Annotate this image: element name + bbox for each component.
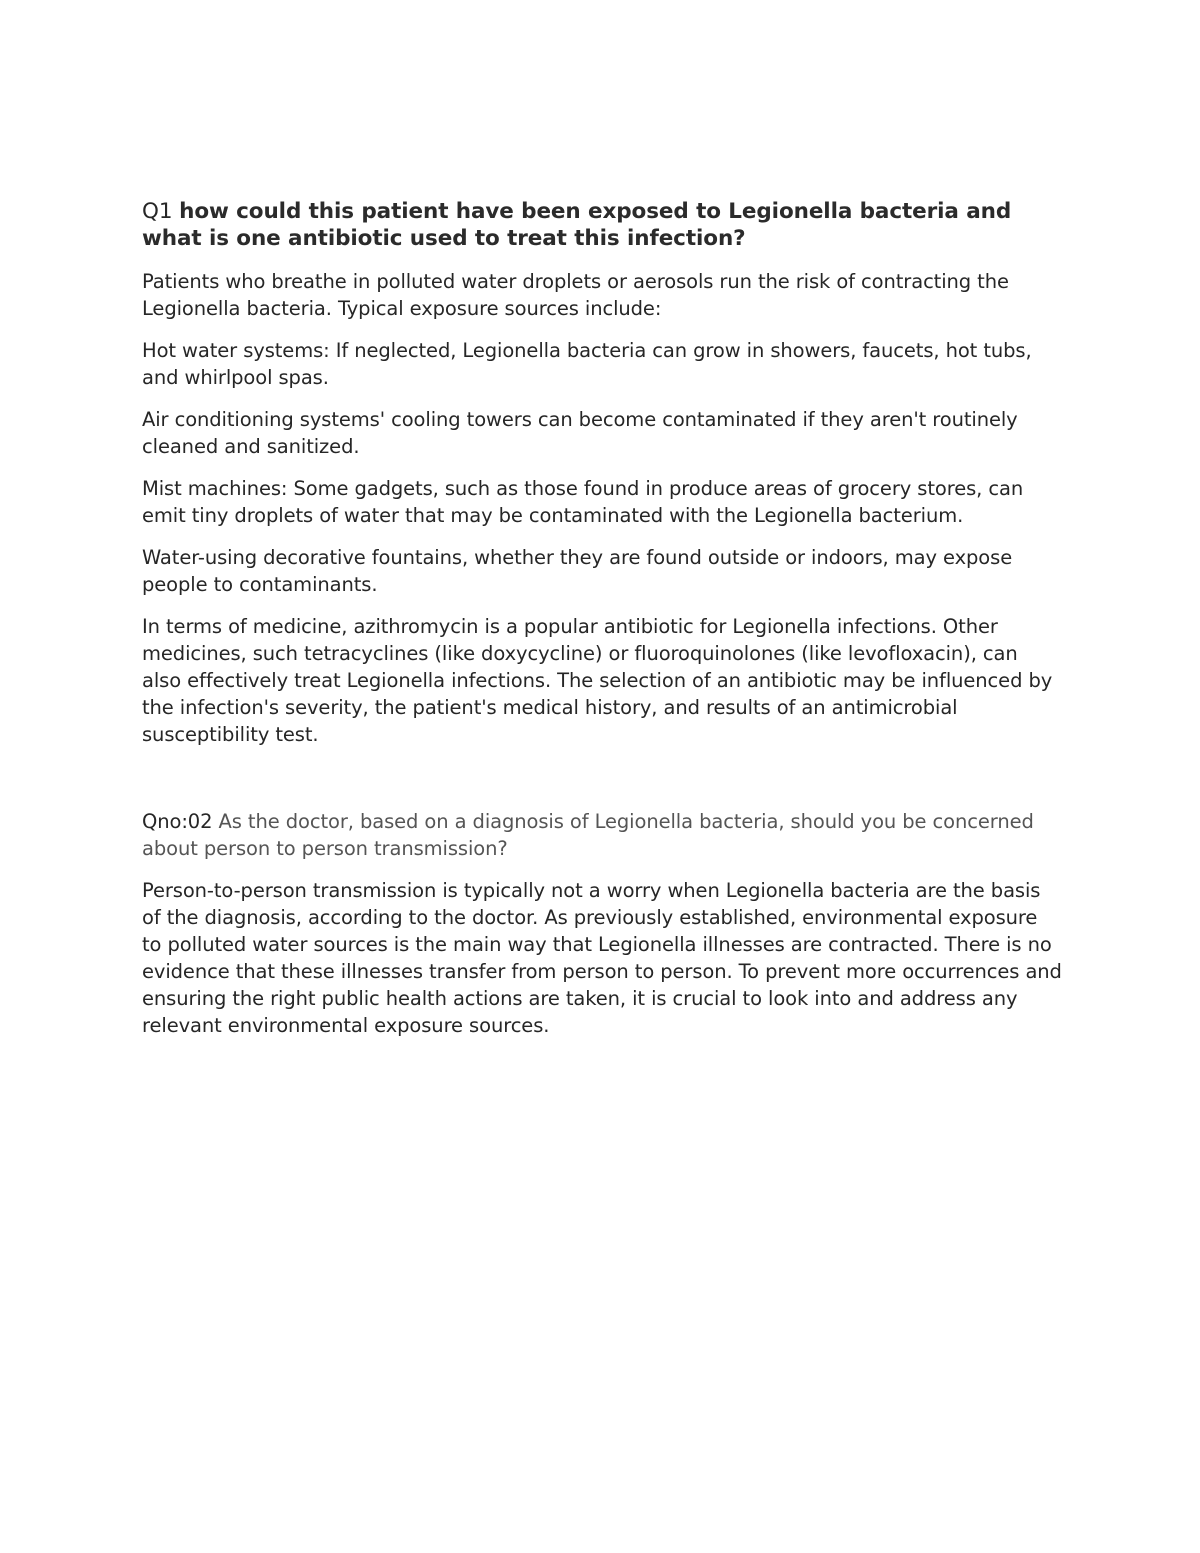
question-1-heading [142,198,1062,252]
document-page [142,198,1062,1054]
answer-1-air-conditioning: Air conditioning systems' cooling towers can become contaminated if they aren't routinely cleaned and sanitized. [142,408,1018,458]
question-1-label: Q1 [142,199,173,224]
answer-1-medicine: In terms of medicine, azithromycin is a popular antibiotic for Legionella infections. Other medicines, such tetracyclines (like doxycycline) or fluoroquinolones (like levofloxacin), can also effectively treat Legionella infections. The selection of an antibiotic may be influenced by the infection's severity, the patient's medical history, and results of an antimicrobial susceptibility test. [142,615,1053,746]
question-2-heading [142,808,1062,862]
answer-1-intro: Patients who breathe in polluted water droplets or aerosols run the risk of contracting the Legionella bacteria. Typical exposure sources include: [142,270,1009,320]
question-2-label: Qno:02 [142,810,213,833]
answer-1-fountains: Water-using decorative fountains, whether they are found outside or indoors, may expose people to contaminants. [142,546,1013,596]
question-1-text: how could this patient have been exposed to Legionella bacteria and what is one antibiotic used to treat this infection? [142,199,1012,251]
section-spacer [142,763,1062,808]
answer-1-hot-water: Hot water systems: If neglected, Legionella bacteria can grow in showers, faucets, hot tubs, and whirlpool spas. [142,339,1032,389]
answer-2-paragraph: Person-to-person transmission is typically not a worry when Legionella bacteria are the basis of the diagnosis, according to the doctor. As previously established, environmental exposure to polluted water sources is the main way that Legionella illnesses are contracted. There is no evidence that these illnesses transfer from person to person. To prevent more occurrences and ensuring the right public health actions are taken, it is crucial to look into and address any relevant environmental exposure sources. [142,879,1062,1037]
question-2-text: As the doctor, based on a diagnosis of Legionella bacteria, should you be concerned about person to person transmission? [142,810,1034,860]
answer-1-mist-machines: Mist machines: Some gadgets, such as those found in produce areas of grocery stores, can emit tiny droplets of water that may be contaminated with the Legionella bacterium. [142,477,1024,527]
